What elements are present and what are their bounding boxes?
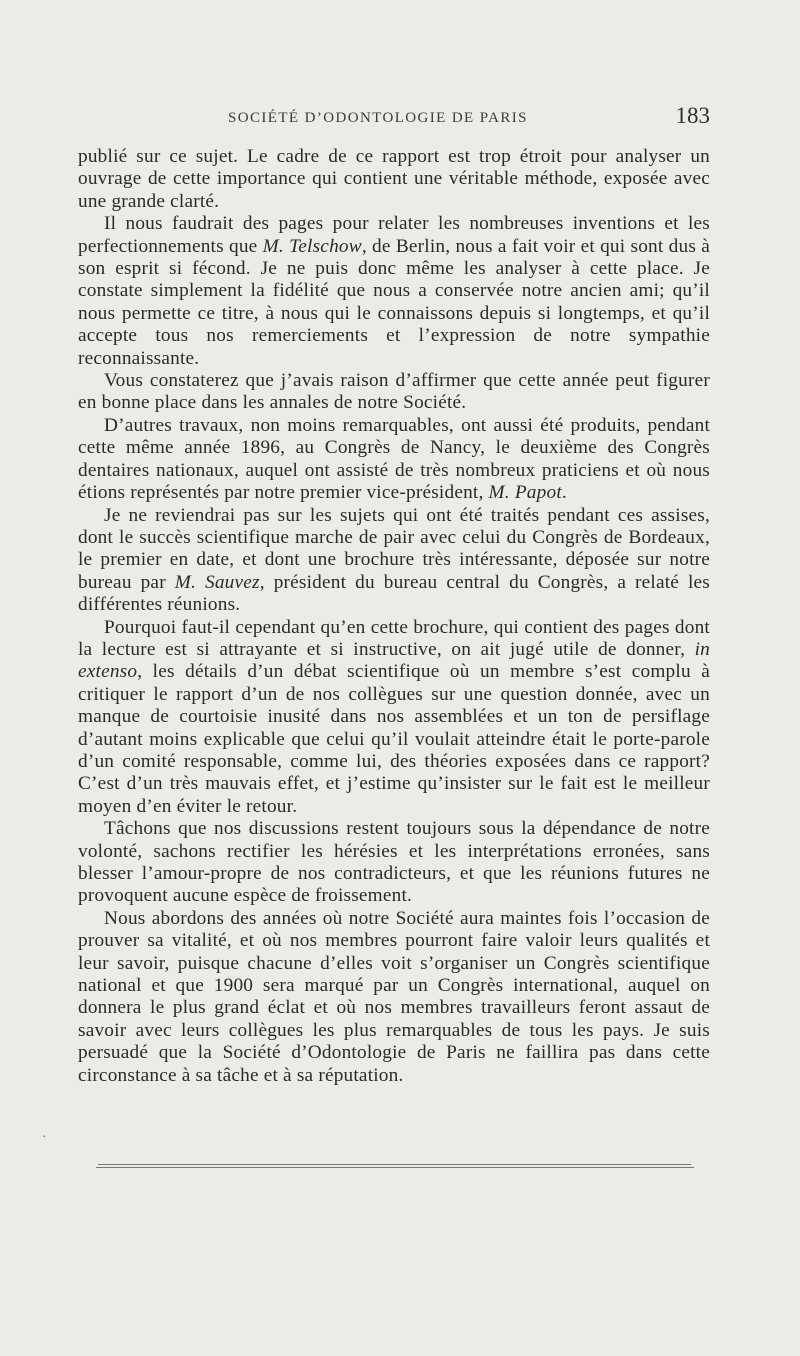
paragraph: publié sur ce sujet. Le cadre de ce rapport est trop étroit pour analyser un ouvrage de cette importance qui contient une véritable méthode, exposée avec une grande clarté. xyxy=(78,146,710,212)
paragraph: Nous abordons des années où notre Société aura maintes fois l’occasion de prouver sa vitalité, et où nos membres pourront faire valoir leurs qualités et leur savoir, puisque chacune d’elles voit s’organiser un Congrès scientifique national et que 1900 sera marqué par un Congrès international, auquel on donnera le plus grand éclat et où nos membres travailleurs feront assaut de savoir avec leurs collègues les plus remarquables de tous les pays. Je suis persuadé que la Société d’Odontologie de Paris ne faillira pas dans cette circonstance à sa tâche et à sa réputation. xyxy=(78,907,710,1086)
page-header xyxy=(78,103,710,133)
paragraph: D’autres travaux, non moins remarquables, ont aussi été produits, pendant cette même année 1896, au Congrès de Nancy, le deuxième des Congrès dentaires nationaux, auquel ont assisté de très nombreux praticiens et où nous étions représentés par notre premier vice-président, M. Papot. xyxy=(78,414,710,504)
paragraph: Je ne reviendrai pas sur les sujets qui ont été traités pendant ces assises, dont le succès scientifique marche de pair avec celui du Congrès de Bordeaux, le premier en date, et dont une brochure très intéressante, déposée sur notre bureau par M. Sauvez, président du bureau central du Congrès, a relaté les différentes réunions. xyxy=(78,504,711,616)
person-name: M. Sauvez xyxy=(174,571,260,593)
paragraph: Vous constaterez que j’avais raison d’affirmer que cette année peut figurer en bonne place dans les annales de notre Société. xyxy=(78,370,710,414)
latin-phrase: in extenso xyxy=(78,638,710,683)
paragraph: Pourquoi faut-il cependant qu’en cette brochure, qui contient des pages dont la lecture est si attrayante et si instructive, on ait jugé utile de donner, in extenso, les détails d’un débat scientifique où un membre s’est complu à critiquer le rapport d’un de nos collègues sur une question donnée, avec un manque de courtoisie inusité dans nos assemblées et un ton de persiflage d’autant moins explicable que celui qu’il voulait atteindre était le porte-parole d’un comité responsable, comme lui, des théories exposées dans ce rapport? C’est d’un très mauvais effet, et j’estime qu’insister sur le fait est le meilleur moyen d’en éviter le retour. xyxy=(78,616,710,817)
margin-dot: · xyxy=(42,1130,47,1145)
rule-line xyxy=(96,1167,694,1168)
person-name: M. Telschow xyxy=(262,235,362,257)
rule-line xyxy=(98,1164,691,1165)
paragraph: Tâchons que nos discussions restent toujours sous la dépendance de notre volonté, sachons rectifier les hérésies et les interprétations erronées, sans blesser l’amour-propre de nos contradicteurs, et que les réunions futures ne provoquent aucune espèce de froissement. xyxy=(78,818,710,907)
page-number: 183 xyxy=(675,103,710,128)
section-end-rule xyxy=(96,1164,696,1168)
running-title: SOCIÉTÉ D’ODONTOLOGIE DE PARIS xyxy=(228,110,528,126)
body-text xyxy=(78,146,710,1087)
person-name: M. Papot xyxy=(488,482,562,504)
paragraph: Il nous faudrait des pages pour relater les nombreuses inventions et les perfectionnements que M. Telschow, de Berlin, nous a fait voir et qui sont dus à son esprit si fécond. Je ne puis donc même les analyser à cette place. Je constate simplement la fidélité que nous a conservée notre ancien ami; qu’il nous permette ce titre, à nous qui le connaissons depuis si longtemps, et qu’il accepte tous nos remerciements et l’expression de notre sympathie reconnaissante. xyxy=(78,213,710,369)
